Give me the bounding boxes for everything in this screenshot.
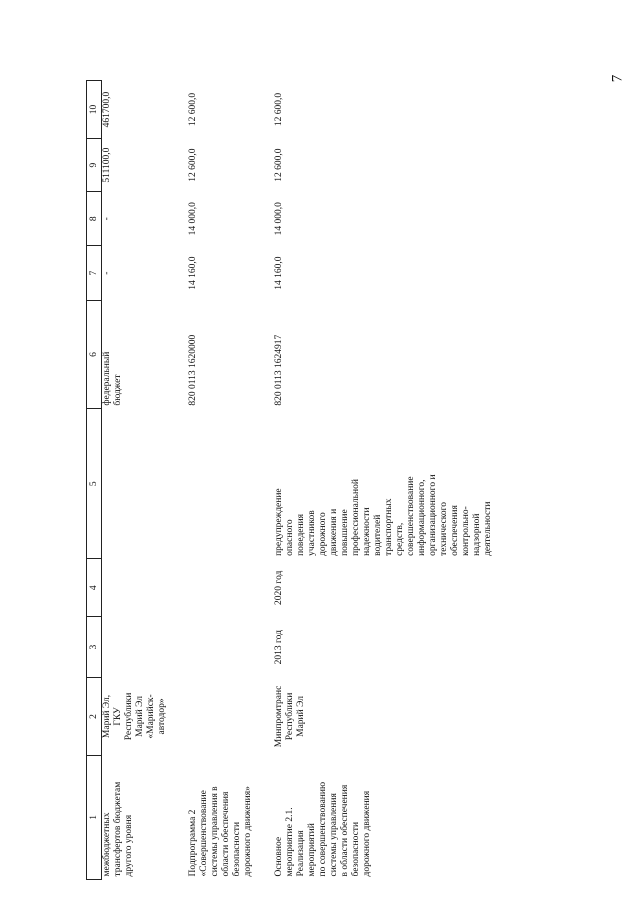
cell-line: участников <box>307 510 317 556</box>
cell-col-3: 2013 год <box>274 630 284 665</box>
cell-col-1 <box>188 755 254 879</box>
cell-col-6 <box>102 300 169 408</box>
cell-line: профессиональной <box>351 479 361 556</box>
cell-line: повышение <box>340 509 350 556</box>
program-table <box>86 80 494 880</box>
cell-line: другого уровня <box>124 814 134 877</box>
cell-line: транспортных <box>384 498 394 556</box>
cell-line: 820 0113 1624917 <box>274 334 284 406</box>
cell-line: совершенствование <box>406 476 416 556</box>
cell-col-2 <box>188 678 254 756</box>
cell-line: области обеспечения <box>221 791 231 877</box>
cell-line: системы управления в <box>210 786 220 877</box>
cell-line: трансфертов бюджетам <box>113 781 123 877</box>
cell-line: надзорной <box>472 513 482 556</box>
cell-line: безопасности <box>351 821 361 877</box>
cell-col-5 <box>188 409 254 559</box>
cell-col-7: - <box>102 271 112 275</box>
header-row <box>87 81 102 880</box>
cell-line: безопасности <box>232 821 242 877</box>
col-header-2: 2 <box>87 678 102 756</box>
row-spacer <box>254 81 274 880</box>
cell-col-6 <box>274 300 494 408</box>
table-row <box>102 81 169 880</box>
cell-line: Республики <box>124 692 134 741</box>
col-header-8: 8 <box>87 192 102 246</box>
cell-line: «Марийск- <box>146 694 156 739</box>
cell-line: организационного и <box>428 474 438 556</box>
cell-line: Марий Эл <box>296 696 306 737</box>
cell-col-7: 14 160,0 <box>188 256 198 290</box>
cell-col-5 <box>274 409 494 559</box>
cell-line: Республики <box>285 692 295 741</box>
col-header-3: 3 <box>87 617 102 678</box>
cell-line: автодор» <box>157 698 167 735</box>
col-header-9: 9 <box>87 139 102 192</box>
page-number: 7 <box>609 74 626 83</box>
cell-line: опасного <box>285 519 295 556</box>
cell-line: средств, <box>395 522 405 556</box>
cell-line: дорожного движения» <box>243 786 253 877</box>
cell-line: мероприятий <box>307 823 317 877</box>
cell-col-8: 14 000,0 <box>274 202 284 236</box>
cell-line: поведения <box>296 513 306 556</box>
cell-line: «Совершенствование <box>199 790 209 877</box>
cell-line: деятельности <box>483 501 493 556</box>
col-header-4: 4 <box>87 559 102 617</box>
cell-line: 820 0113 1620000 <box>188 334 198 406</box>
cell-col-10: 12 600,0 <box>274 92 284 127</box>
cell-col-4 <box>102 559 169 617</box>
cell-col-9: 12 600,0 <box>188 148 198 182</box>
cell-line: Основное <box>274 836 284 877</box>
cell-line: мероприятие 2.1. <box>285 807 295 877</box>
cell-line: Марий Эл, <box>102 694 112 739</box>
cell-col-10: 12 600,0 <box>188 92 198 127</box>
cell-line: обеспечения <box>450 505 460 556</box>
cell-line: Минпромтранс <box>274 685 284 748</box>
cell-col-9: 511100,0 <box>102 147 112 183</box>
rotated-table-area <box>86 80 616 880</box>
cell-col-4 <box>188 559 254 617</box>
table-row <box>188 81 254 880</box>
cell-line: технического <box>439 502 449 556</box>
cell-line: информационного, <box>417 479 427 556</box>
row-spacer <box>168 81 188 880</box>
cell-col-8: - <box>102 217 112 221</box>
cell-line: надежности <box>362 507 372 556</box>
cell-line: бюджет <box>113 374 123 406</box>
cell-line: федеральный <box>102 351 112 406</box>
cell-col-3 <box>102 617 169 678</box>
table-row <box>274 81 494 880</box>
cell-line: дорожного <box>318 512 328 556</box>
col-header-1: 1 <box>87 755 102 879</box>
spacer-cell <box>254 81 274 880</box>
cell-col-3 <box>188 617 254 678</box>
cell-col-1 <box>274 755 494 879</box>
cell-line: в области обеспечения <box>340 784 350 877</box>
cell-line: системы управления <box>329 793 339 877</box>
cell-line: Марий Эл <box>135 696 145 737</box>
cell-line: дорожного движения <box>362 790 372 877</box>
cell-line: по совершенствованию <box>318 781 328 877</box>
cell-line: водителей <box>373 514 383 556</box>
cell-col-1 <box>102 755 169 879</box>
cell-line: Реализация <box>296 830 306 877</box>
spacer-cell <box>168 81 188 880</box>
cell-line: контрольно- <box>461 506 471 556</box>
col-header-6: 6 <box>87 300 102 408</box>
cell-line: Подпрограмма 2 <box>188 809 198 877</box>
cell-col-2 <box>102 678 169 756</box>
cell-line: ГКУ <box>113 707 123 726</box>
col-header-7: 7 <box>87 246 102 300</box>
cell-col-9: 12 600,0 <box>274 148 284 182</box>
cell-col-7: 14 160,0 <box>274 256 284 290</box>
col-header-5: 5 <box>87 409 102 559</box>
cell-line: предупреждение <box>274 488 284 556</box>
cell-col-5 <box>102 409 169 559</box>
col-header-10: 10 <box>87 81 102 139</box>
cell-col-2 <box>274 678 494 756</box>
cell-col-4: 2020 год <box>274 570 284 605</box>
cell-col-8: 14 000,0 <box>188 202 198 236</box>
cell-col-10: 461700,0 <box>102 91 112 128</box>
cell-line: межбюджетных <box>102 812 112 877</box>
cell-line: движения и <box>329 508 339 556</box>
cell-col-6 <box>188 300 254 408</box>
